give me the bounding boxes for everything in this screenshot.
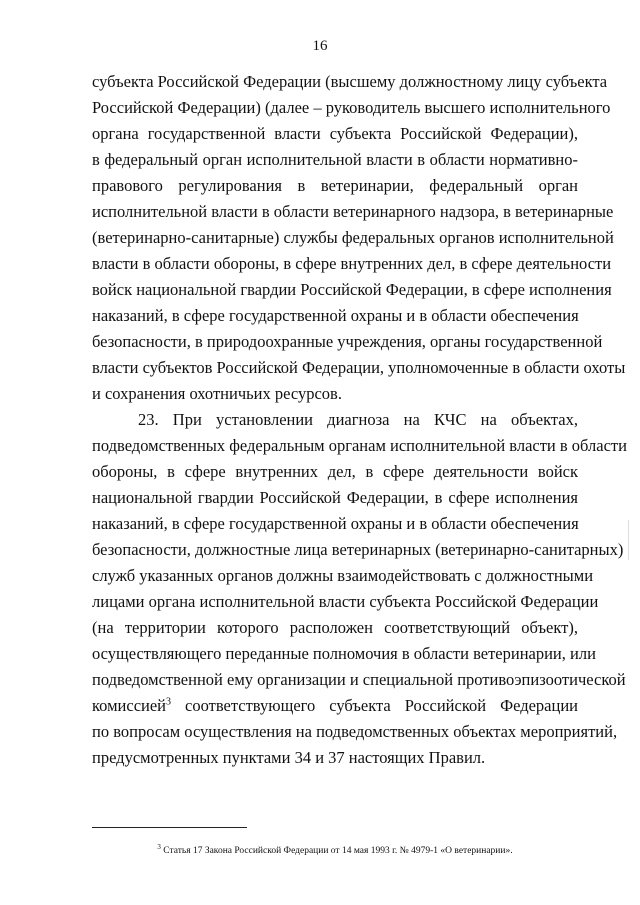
page-number: 16 [312,38,328,54]
footnote-reference: 3 [166,696,172,708]
paragraph-line: осуществляющего переданные полномочия в области ветеринарии, или [92,644,596,663]
paragraph-line: и сохранения охотничьих ресурсов. [92,384,342,403]
paragraph-line: наказаний, в сфере государственной охраны и в области обеспечения [92,514,579,533]
paragraph-line: предусмотренных пунктами 34 и 37 настоящих Правил. [92,748,486,767]
paragraph-line: обороны, в сфере внутренних дел, в сфере деятельности войск [92,462,578,481]
paragraph-line: исполнительной власти в области ветеринарного надзора, в ветеринарные [92,202,614,221]
paragraph-line: власти в области обороны, в сфере внутренних дел, в сфере деятельности [92,254,612,273]
paragraph-line: по вопросам осуществления на подведомственных объектах мероприятий, [92,722,618,741]
paragraph-line: (ветеринарно-санитарные) службы федеральных органов исполнительной [92,228,614,247]
footnote-marker: 3 [157,842,161,851]
paragraph-line: Российской Федерации) (далее – руководитель высшего исполнительного [92,98,611,117]
footnote [92,842,578,856]
paragraph-line: подведомственной ему организации и специальной противоэпизоотической [92,670,626,689]
paragraph-line: 23. При установлении диагноза на КЧС на объектах, [138,410,578,429]
paragraph-line: в федеральный орган исполнительной власти в области нормативно- [92,150,578,169]
paragraph-line: наказаний, в сфере государственной охраны и в области обеспечения [92,306,579,325]
paragraph-line: подведомственных федеральным органам исполнительной власти в области [92,436,627,455]
paragraph-line: служб указанных органов должны взаимодействовать с должностными [92,566,594,585]
footnote-text: Статья 17 Закона Российской Федерации от 14 мая 1993 г. № 4979-1 «О ветеринарии». [163,846,513,856]
paragraph-line-with-footnote [92,696,578,716]
footnote-separator [92,827,247,828]
paragraph-line: национальной гвардии Российской Федерации, в сфере исполнения [92,488,578,507]
paragraph-line: власти субъектов Российской Федерации, уполномоченные в области охоты [92,358,626,377]
paragraph-line: войск национальной гвардии Российской Федерации, в сфере исполнения [92,280,612,299]
commission-rest: соответствующего субъекта Российской Федерации [185,696,578,715]
paragraph-line: лицами органа исполнительной власти субъекта Российской Федерации [92,592,599,611]
scan-margin-mark [628,520,629,560]
paragraph-line: (на территории которого расположен соответствующий объект), [92,618,578,637]
paragraph-line: органа государственной власти субъекта Российской Федерации), [92,124,578,143]
paragraph-line: субъекта Российской Федерации (высшему должностному лицу субъекта [92,72,608,91]
paragraph-line: безопасности, должностные лица ветеринарных (ветеринарно-санитарных) [92,540,624,559]
paragraph-line: безопасности, в природоохранные учреждения, органы государственной [92,332,603,351]
paragraph-line: правового регулирования в ветеринарии, федеральный орган [92,176,578,195]
commission-word: комиссией [92,696,167,715]
